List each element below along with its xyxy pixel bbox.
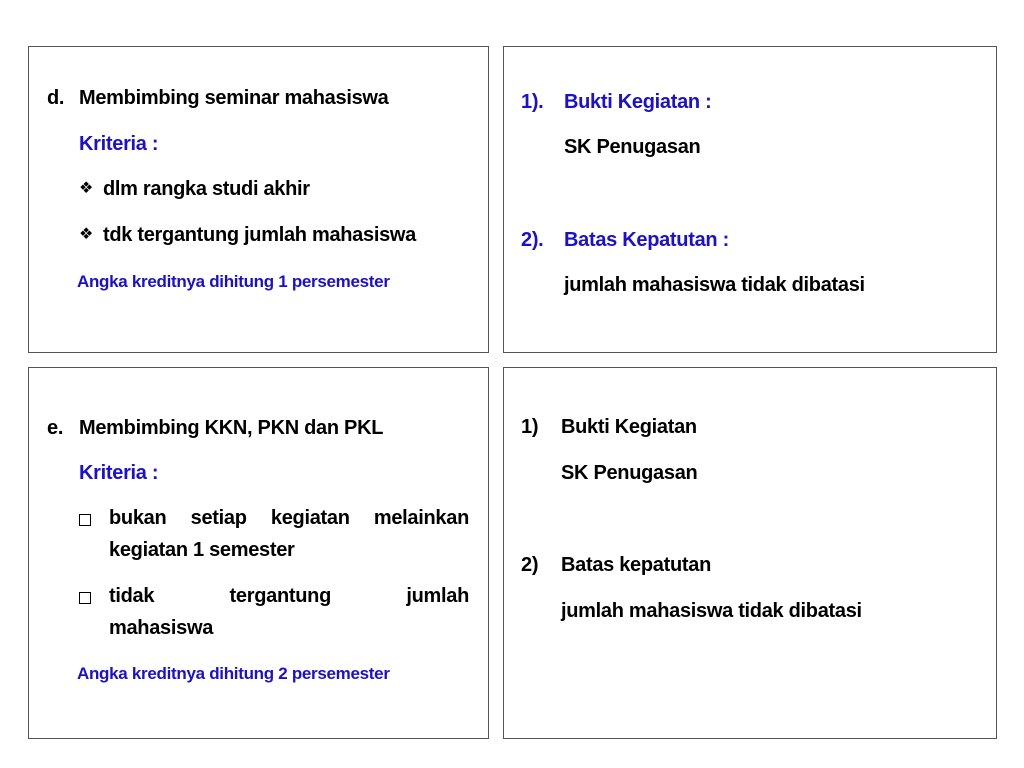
criteria-word: tergantung [229,585,331,607]
criteria-item-text: mahasiswa [109,617,214,639]
limit-label: Batas kepatutan [561,554,711,576]
panel-bottom-right [503,367,997,739]
item-number: 1). [521,91,544,113]
criteria-item-bullet [79,509,101,532]
square-bullet-icon [79,514,91,526]
criteria-word: jumlah [406,585,469,607]
criteria-item-text: tdk tergantung jumlah mahasiswa [103,224,416,246]
criteria-item-bullet [79,587,101,610]
criteria-item-text: kegiatan 1 semester [109,539,295,561]
evidence-value: SK Penugasan [564,136,701,158]
criteria-item-line [109,585,469,608]
limit-value: jumlah mahasiswa tidak dibatasi [564,274,865,296]
section-heading: Membimbing KKN, PKN dan PKL [79,417,384,439]
item-marker: e. [47,417,64,439]
credit-note: Angka kreditnya dihitung 1 persemester [77,272,390,291]
limit-label: Batas Kepatutan : [564,229,729,251]
criteria-item-text: bukan setiap kegiatan melainkan [109,507,469,529]
criteria-item [79,178,310,201]
item-number: 2). [521,229,544,251]
criteria-label: Kriteria : [79,462,159,484]
item-number: 2) [521,554,539,576]
criteria-item [79,224,416,247]
section-heading: Membimbing seminar mahasiswa [79,87,389,109]
diamond-bullet-icon [79,182,93,196]
criteria-word: tidak [109,585,155,607]
item-number: 1) [521,416,539,438]
panel-top-right [503,46,997,353]
panel-bottom-left [28,367,489,739]
item-marker: d. [47,87,65,109]
criteria-label: Kriteria : [79,133,159,155]
square-bullet-icon [79,592,91,604]
criteria-item-text [109,585,469,608]
diamond-bullet-icon [79,228,93,242]
panel-top-left [28,46,489,353]
evidence-label: Bukti Kegiatan [561,416,697,438]
criteria-item-text: dlm rangka studi akhir [103,178,310,200]
credit-note: Angka kreditnya dihitung 2 persemester [77,664,390,683]
evidence-value: SK Penugasan [561,462,698,484]
evidence-label: Bukti Kegiatan : [564,91,712,113]
limit-value: jumlah mahasiswa tidak dibatasi [561,600,862,622]
